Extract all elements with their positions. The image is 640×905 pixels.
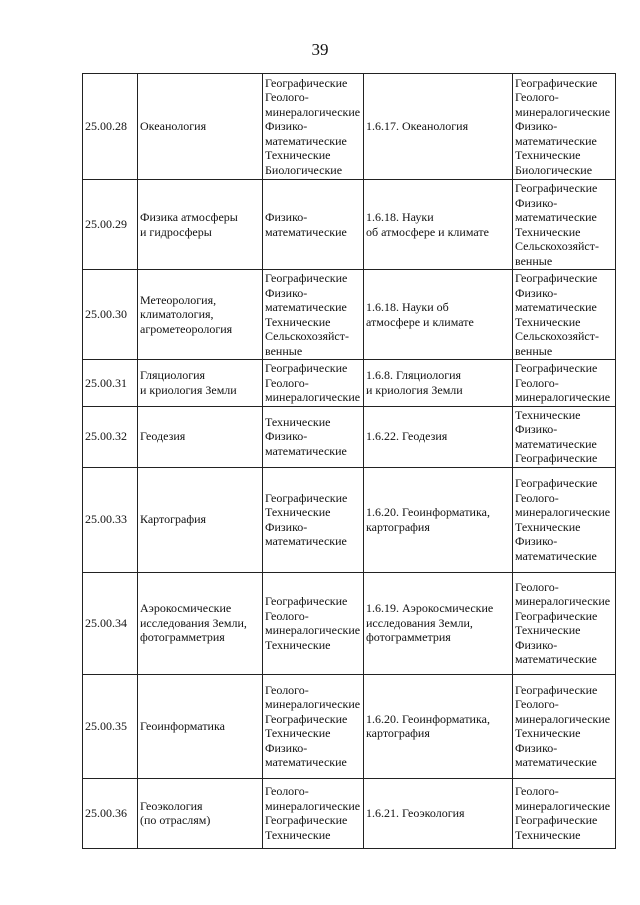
new-science-branches: Географические Геолого- минералогические Технические Физико- математические xyxy=(513,674,616,778)
page-number: 39 xyxy=(311,40,329,59)
scientific-specialty: 1.6.22. Геодезия xyxy=(364,406,513,467)
table-row xyxy=(83,674,616,778)
science-branches: Геолого- минералогические Географические Технические xyxy=(263,778,364,848)
specialty-name: Аэрокосмические исследования Земли, фотограмметрия xyxy=(138,572,263,674)
scientific-specialty: 1.6.8. Гляциология и криология Земли xyxy=(364,360,513,407)
specialty-code: 25.00.35 xyxy=(83,674,138,778)
scientific-specialty: 1.6.20. Геоинформатика, картография xyxy=(364,674,513,778)
new-science-branches: Геолого- минералогические Географические Технические xyxy=(513,778,616,848)
specialty-name: Геоэкология (по отраслям) xyxy=(138,778,263,848)
specialty-code: 25.00.28 xyxy=(83,74,138,180)
specialty-name: Метеорология, климатология, агрометеорология xyxy=(138,270,263,360)
table-row xyxy=(83,360,616,407)
science-branches: Географические Геолого- минералогические xyxy=(263,360,364,407)
new-science-branches: Географические Физико- математические Технические Сельскохозяйст- венные xyxy=(513,180,616,270)
specialty-name: Геодезия xyxy=(138,406,263,467)
specialties-table xyxy=(82,73,616,849)
table-row xyxy=(83,270,616,360)
specialty-name: Картография xyxy=(138,467,263,572)
new-science-branches: Географические Геолого- минералогические xyxy=(513,360,616,407)
specialty-name: Гляциология и криология Земли xyxy=(138,360,263,407)
table-row xyxy=(83,180,616,270)
table-row xyxy=(83,778,616,848)
science-branches: Географические Физико- математические Технические Сельскохозяйст- венные xyxy=(263,270,364,360)
specialty-code: 25.00.32 xyxy=(83,406,138,467)
scientific-specialty: 1.6.17. Океанология xyxy=(364,74,513,180)
science-branches: Технические Физико- математические xyxy=(263,406,364,467)
new-science-branches: Географические Геолого- минералогические Физико- математические Технические Биологические xyxy=(513,74,616,180)
specialty-name: Физика атмосферы и гидросферы xyxy=(138,180,263,270)
science-branches: Географические Геолого- минералогические Технические xyxy=(263,572,364,674)
new-science-branches: Географические Геолого- минералогические Технические Физико- математические xyxy=(513,467,616,572)
scientific-specialty: 1.6.18. Науки об атмосфере и климате xyxy=(364,180,513,270)
specialty-code: 25.00.30 xyxy=(83,270,138,360)
new-science-branches: Технические Физико- математические Географические xyxy=(513,406,616,467)
table-row xyxy=(83,406,616,467)
science-branches: Физико- математические xyxy=(263,180,364,270)
specialty-name: Океанология xyxy=(138,74,263,180)
specialty-code: 25.00.29 xyxy=(83,180,138,270)
scientific-specialty: 1.6.19. Аэрокосмические исследования Земли, фотограмметрия xyxy=(364,572,513,674)
new-science-branches: Географические Физико- математические Технические Сельскохозяйст- венные xyxy=(513,270,616,360)
specialty-code: 25.00.34 xyxy=(83,572,138,674)
specialty-name: Геоинформатика xyxy=(138,674,263,778)
scientific-specialty: 1.6.18. Науки об атмосфере и климате xyxy=(364,270,513,360)
table-row xyxy=(83,74,616,180)
new-science-branches: Геолого- минералогические Географические Технические Физико- математические xyxy=(513,572,616,674)
table-row xyxy=(83,467,616,572)
scientific-specialty: 1.6.21. Геоэкология xyxy=(364,778,513,848)
science-branches: Географические Технические Физико- математические xyxy=(263,467,364,572)
specialty-code: 25.00.31 xyxy=(83,360,138,407)
specialty-code: 25.00.36 xyxy=(83,778,138,848)
table-row xyxy=(83,572,616,674)
science-branches: Геолого- минералогические Географические Технические Физико- математические xyxy=(263,674,364,778)
scientific-specialty: 1.6.20. Геоинформатика, картография xyxy=(364,467,513,572)
science-branches: Географические Геолого- минералогические Физико- математические Технические Биологические xyxy=(263,74,364,180)
specialty-code: 25.00.33 xyxy=(83,467,138,572)
